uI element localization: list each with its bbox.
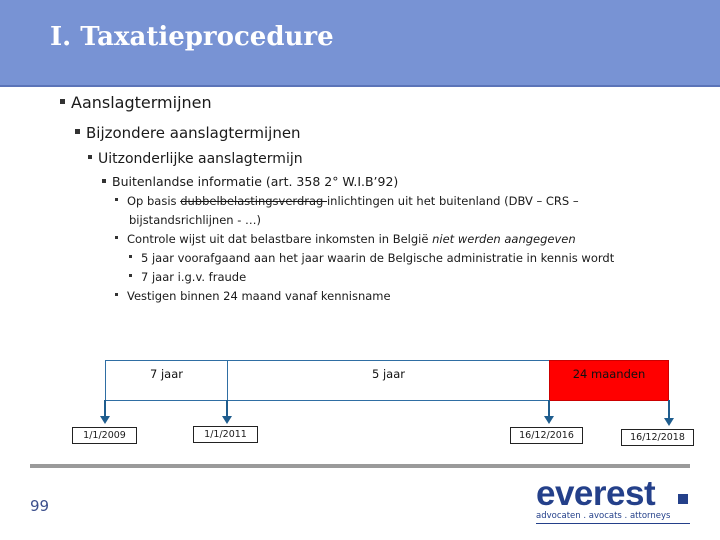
bullet-text: 7 jaar i.g.v. fraude xyxy=(141,270,247,284)
emphasis-text: niet werden aangegeven xyxy=(432,232,576,246)
bullet-text: 5 jaar voorafgaand aan het jaar waarin de Belgische administratie in kennis wordt xyxy=(141,251,615,265)
struck-text: dubbelbelastingsverdrag xyxy=(180,194,327,208)
arrow-down-icon xyxy=(664,418,674,426)
timeline-tick xyxy=(548,400,550,417)
page-number: 99 xyxy=(30,497,50,515)
bullet-square-icon xyxy=(129,274,132,277)
logo-tagline: advocaten . avocats . attorneys xyxy=(536,511,690,524)
bullet-text: Bijzondere aanslagtermijnen xyxy=(86,124,301,142)
bullet-level-5-controle xyxy=(115,232,576,246)
bullet-continuation: bijstandsrichlijnen - …) xyxy=(129,213,262,227)
arrow-down-icon xyxy=(222,416,232,424)
arrow-down-icon xyxy=(544,416,554,424)
bullet-square-icon xyxy=(115,236,118,239)
timeline-tick xyxy=(668,400,670,419)
header-divider xyxy=(0,85,720,87)
everest-logo: everest xyxy=(536,474,656,513)
bullet-square-icon xyxy=(75,129,80,134)
slide-title: I. Taxatieprocedure xyxy=(50,22,334,52)
footer-divider xyxy=(30,464,690,468)
bullet-level-6-7jaar xyxy=(129,270,246,284)
segment-label: 7 jaar xyxy=(150,367,183,381)
bullet-level-3 xyxy=(88,151,303,167)
bullet-text: Aanslagtermijnen xyxy=(71,93,212,112)
bullet-level-5-vestigen xyxy=(115,289,391,303)
date-label: 16/12/2016 xyxy=(510,427,583,444)
bullet-square-icon xyxy=(115,293,118,296)
date-label: 16/12/2018 xyxy=(621,429,694,446)
bullet-square-icon xyxy=(129,255,132,258)
bullet-square-icon xyxy=(115,198,118,201)
bullet-square-icon xyxy=(60,99,65,104)
timeline-tick xyxy=(104,400,106,417)
bullet-square-icon xyxy=(88,155,92,159)
bullet-text: Vestigen binnen 24 maand vanaf kennisname xyxy=(127,289,391,303)
timeline-segment-24-maanden xyxy=(549,360,669,401)
bullet-level-1 xyxy=(60,93,212,112)
segment-label: 24 maanden xyxy=(572,367,646,381)
timeline-segment-7-jaar xyxy=(105,360,228,401)
logo-square-icon xyxy=(678,494,688,504)
bullet-text: inlichtingen uit het buitenland (DBV – CRS – xyxy=(326,194,579,208)
date-label: 1/1/2009 xyxy=(72,427,137,444)
bullet-text: Controle wijst uit dat belastbare inkomsten in België xyxy=(127,232,433,246)
bullet-text: Buitenlandse informatie (art. 358 2° W.I.B’92) xyxy=(112,174,399,189)
arrow-down-icon xyxy=(100,416,110,424)
bullet-level-2 xyxy=(75,124,301,142)
timeline-tick xyxy=(226,400,228,417)
bullet-level-5-basis xyxy=(115,194,579,208)
segment-label: 5 jaar xyxy=(372,367,405,381)
bullet-level-4 xyxy=(102,174,398,189)
bullet-text: Op basis xyxy=(127,194,181,208)
timeline-segment-5-jaar xyxy=(227,360,550,401)
bullet-level-6-5jaar xyxy=(129,251,614,265)
date-label: 1/1/2011 xyxy=(193,426,258,443)
bullet-square-icon xyxy=(102,179,106,183)
bullet-text: Uitzonderlijke aanslagtermijn xyxy=(98,151,303,167)
